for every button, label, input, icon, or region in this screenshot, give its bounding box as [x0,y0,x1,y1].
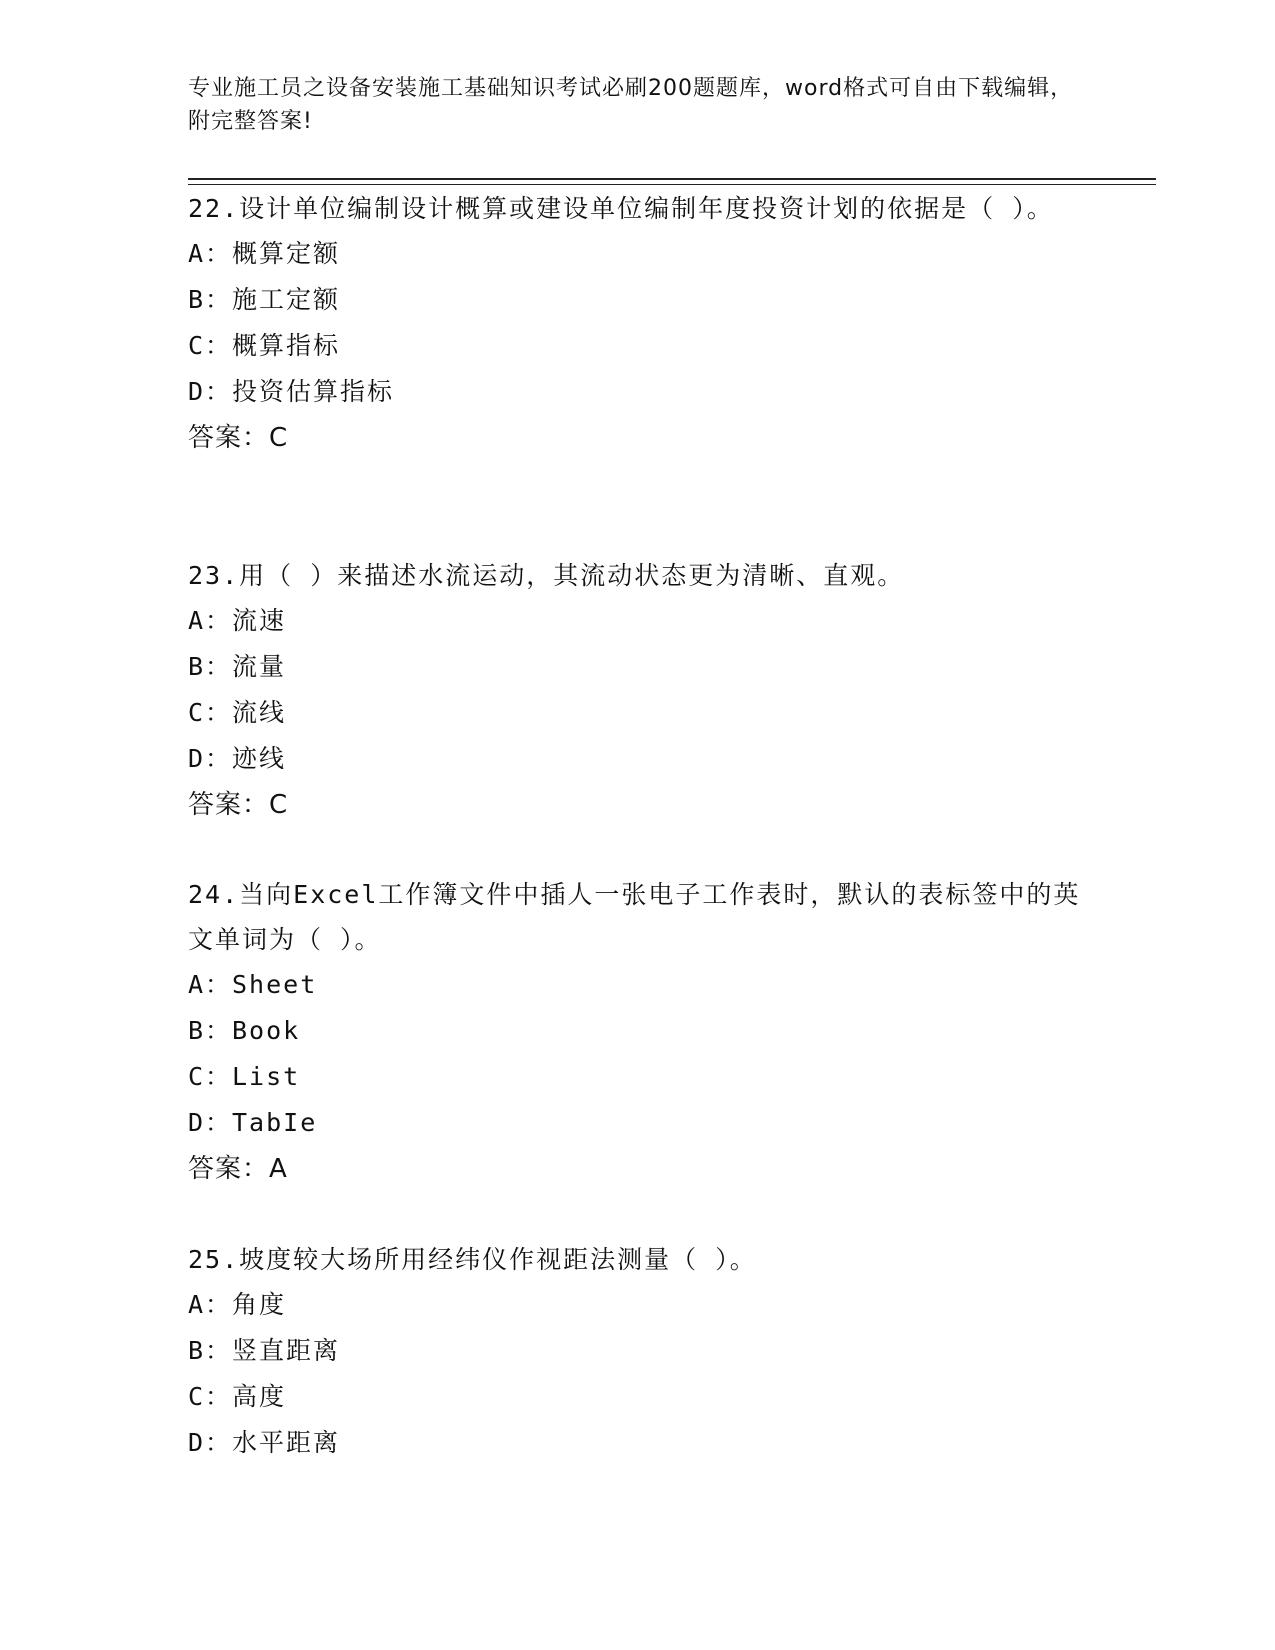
question-stem: 25.坡度较大场所用经纬仪作视距法测量（ ）。 [188,1245,757,1274]
option-c [188,1374,1088,1420]
option-a [188,1282,1088,1328]
option-b [188,644,1088,690]
option-text: 投资估算指标 [232,377,395,406]
question-stem: 23.用（ ）来描述水流运动，其流动状态更为清晰、直观。 [188,561,905,590]
option-key: C： [188,1382,233,1411]
question-24 [188,872,1088,1192]
option-text: Sheet [232,970,318,999]
header-divider-thick [188,178,1156,180]
question-stem: 24.当向Excel工作簿文件中插人一张电子工作表时，默认的表标签中的英文单词为（ ）。 [188,880,1081,954]
option-d [188,369,1088,415]
option-text: 施工定额 [232,285,341,314]
option-text: 角度 [232,1290,287,1319]
option-d [188,1420,1088,1466]
option-text: TabIe [232,1108,318,1137]
option-text: Book [232,1016,301,1045]
document-header [188,72,1088,138]
option-b [188,277,1088,323]
option-c [188,690,1088,736]
option-text: 水平距离 [232,1428,341,1457]
option-text: List [232,1062,301,1091]
option-c [188,1054,1088,1100]
answer-line: 答案：C [188,423,289,453]
option-key: C： [188,1062,233,1091]
option-key: A： [188,239,233,268]
option-d [188,736,1088,782]
option-a [188,598,1088,644]
question-25 [188,1237,1088,1466]
option-d [188,1100,1088,1146]
option-key: D： [188,1108,233,1137]
option-text: 概算定额 [232,239,341,268]
option-key: A： [188,1290,233,1319]
option-text: 竖直距离 [232,1336,341,1365]
option-key: B： [188,652,233,681]
option-key: D： [188,377,233,406]
option-a [188,962,1088,1008]
question-23 [188,553,1088,828]
option-a [188,231,1088,277]
option-key: A： [188,970,233,999]
option-b [188,1328,1088,1374]
option-text: 高度 [232,1382,287,1411]
option-key: D： [188,1428,233,1457]
option-key: B： [188,1016,233,1045]
option-key: B： [188,1336,233,1365]
option-c [188,323,1088,369]
answer-line: 答案：C [188,790,289,820]
option-text: 流速 [232,606,287,635]
option-text: 流线 [232,698,287,727]
option-key: D： [188,744,233,773]
header-divider-thin [188,184,1156,185]
question-22 [188,186,1088,461]
option-b [188,1008,1088,1054]
option-key: A： [188,606,233,635]
question-stem: 22.设计单位编制设计概算或建设单位编制年度投资计划的依据是（ ）。 [188,194,1054,223]
option-text: 概算指标 [232,331,341,360]
option-key: C： [188,698,233,727]
option-key: B： [188,285,233,314]
answer-line: 答案：A [188,1154,288,1184]
option-text: 流量 [232,652,287,681]
document-title: 专业施工员之设备安装施工基础知识考试必刷200题题库，word格式可自由下载编辑，附完整答案! [188,76,1074,134]
option-key: C： [188,331,233,360]
option-text: 迹线 [232,744,287,773]
